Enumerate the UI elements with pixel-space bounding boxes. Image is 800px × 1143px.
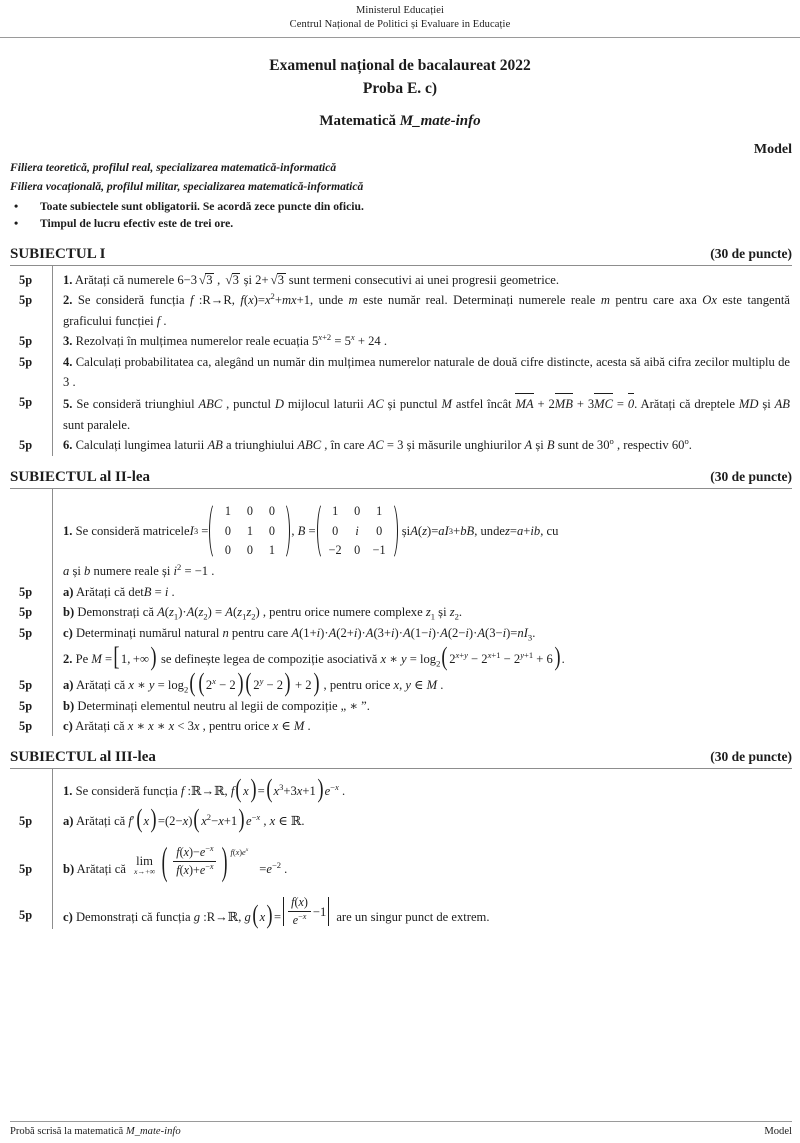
abs-bar-left <box>283 897 284 927</box>
problem-number: c) <box>63 719 73 734</box>
subject-3-header <box>0 749 800 766</box>
problem-row <box>0 640 800 671</box>
ministry-line: Ministerul Educației <box>355 5 445 16</box>
points-cell: 5p <box>19 438 33 453</box>
problem-number: 5. <box>63 397 73 412</box>
points-cell: 5p <box>19 272 33 287</box>
subject-2-points: (30 de puncte) <box>710 468 792 484</box>
instruction-item: • Toate subiectele sunt obligatorii. Se acordă zece puncte din oficiu. <box>0 198 800 215</box>
problem-number: 1. <box>63 523 73 538</box>
problem-body: c) Arătați că x ∗ x ∗ x < 3x , pentru orice x ∈ M . <box>63 719 311 734</box>
problem-body: 1. Arătați că numerele 6−3 √3 , √3 și 2+ √3 sunt termeni consecutivi ai unei progresii geometrice. <box>63 272 560 287</box>
footer-left <box>10 1126 181 1137</box>
instruction-item: • Timpul de lucru efectiv este de trei ore. <box>0 215 800 232</box>
subject-1-header <box>0 246 800 263</box>
model-badge-top: Model <box>753 142 792 158</box>
points-cell: 5p <box>19 862 33 877</box>
subject-1-title: SUBIECTUL I <box>10 245 106 262</box>
masthead-divider <box>0 37 800 38</box>
matrix-identity: 1 0 0 0 1 0 0 0 1 <box>209 501 290 562</box>
problem-row <box>0 696 800 716</box>
masthead <box>0 0 800 32</box>
problem-row <box>0 716 800 736</box>
problem-row <box>0 802 800 833</box>
points-cell: 5p <box>19 719 33 734</box>
points-cell: 5p <box>19 584 33 599</box>
problem-body: 6. Calculați lungimea laturii AB a triunghiului ABC , în care AC = 3 și măsurile unghiurilor A și B sunt de 30$^o$ , respectiv 60$^o$. <box>63 436 692 453</box>
problem-row <box>0 435 800 455</box>
problem-body: b) Determinați elementul neutru al legii de compoziție „ ∗ ”. <box>63 698 370 713</box>
limit-fraction: $\frac{f(x)-e^{-x}}{f(x)+e^{-x}}$ <box>173 844 216 878</box>
points-cell: 5p <box>19 698 33 713</box>
points-cell: 5p <box>19 605 33 620</box>
footer-row <box>0 1122 800 1137</box>
problem-body: c) Demonstrați că funcția g :R→ℝ, g(x)= $\frac{f(x)}{e^{-x}}$ −1 are un singur punct de extrem. <box>63 895 490 929</box>
problem-row <box>0 773 800 804</box>
footer-left-plain: Probă scrisă la matematică <box>10 1126 126 1137</box>
subject-1-table <box>0 265 800 456</box>
problem-number: 4. <box>63 354 73 369</box>
exam-session: Proba E. c) <box>362 79 438 97</box>
footer-right: Model <box>764 1126 792 1137</box>
subject-3-title: SUBIECTUL al III-lea <box>10 749 156 766</box>
problem-number: 6. <box>63 438 73 453</box>
problem-body: 4. Calculați probabilitatea ca, alegând un număr din mulțimea numerelor naturale de două cifre distincte, acesta să aibă cifra zecilor multiplu de 3 . <box>63 354 790 390</box>
vector-mb: MB <box>555 392 573 414</box>
g-fraction: $\frac{f(x)}{e^{-x}}$ <box>288 894 311 928</box>
subject-2-header <box>0 469 800 486</box>
problem-body: a) Arătați că x ∗ $y = \log_2((2^x - 2)(2^y - 2) + 2)$ , pentru orice x, y ∈ M . <box>63 667 444 698</box>
problem-row <box>0 840 800 884</box>
problem-row <box>0 602 800 622</box>
problem-row <box>0 896 800 930</box>
problem-row <box>0 392 800 435</box>
problem-row <box>0 582 800 602</box>
problem-row <box>0 290 800 331</box>
problem-body: b) Demonstrați că $A(z_1)\cdot A(z_2) = A(z_1z_2)$ , pentru orice numere complexe $z_1$ și $z_2$. <box>63 605 463 622</box>
points-cell: 5p <box>19 625 33 640</box>
matrix-b: 1 0 1 0 i 0 −2 0 −1 <box>317 501 398 562</box>
problem-body: c) Determinați numărul natural n pentru care $A(1+i)\cdot A(2+i)\cdot A(3+i)\cdot A(1-i)\cdot A(2-i)\cdot A(3-i)=nI_3$. <box>63 625 536 643</box>
problem-row <box>0 331 800 351</box>
limit-operator: lim x→+∞ <box>133 853 156 876</box>
problem-number: 2. <box>63 293 73 308</box>
vector-mc: MC <box>594 392 613 414</box>
problem-body: 3. Rezolvați în mulțimea numerelor reale ecuația $5^{x+2} = 5^x + 24$ . <box>63 332 387 349</box>
title-block <box>0 55 800 130</box>
problem-lead-text: Se consideră matricele <box>75 523 190 538</box>
problem-number: b) <box>63 862 75 877</box>
center-line: Centrul Național de Politici și Evaluare in Educație <box>289 19 511 31</box>
page-footer <box>0 1121 800 1137</box>
problem-body: 1. Se consideră matricele I 3 = 1 0 0 0 1 0 0 0 1 , B = 1 0 1 0 i 0 −2 0 −1 și A ( z )= aI 3 + bB , unde z = a + ib , cu <box>52 501 800 562</box>
problem-number: 1. <box>63 272 73 287</box>
filiera-line-1: Filiera teoretică, profilul real, specializarea matematică-informatică <box>10 161 337 175</box>
problem-number: a) <box>63 678 74 693</box>
subject-3-rows <box>0 769 800 929</box>
problem-body: a) Arătați că $f'(x)=(2-x)(x^2-x+1)e^{-x}$ , x ∈ ℝ. <box>63 802 305 833</box>
problem-number: b) <box>63 605 75 620</box>
problem-row <box>0 352 800 393</box>
problem-number: 1. <box>63 784 73 799</box>
instructions-list <box>0 198 800 233</box>
problem-number: a) <box>63 584 74 599</box>
subject-1-points: (30 de puncte) <box>710 245 792 261</box>
problem-row <box>0 623 800 643</box>
points-cell: 5p <box>19 334 33 349</box>
points-cell: 5p <box>19 813 33 828</box>
points-cell: 5p <box>19 395 33 410</box>
points-cell: 5p <box>19 907 33 922</box>
subject-2-rows <box>0 489 800 737</box>
subject-1-rows <box>0 266 800 456</box>
problem-body: 1. Se consideră funcția f :ℝ→ℝ, $f(x)=(x^3+3x+1)e^{-x}$ . <box>63 773 346 804</box>
problem-body: 2. Pe M =[1, +∞) se definește legea de compoziție asociativă x ∗ $y = \log_2(2^{x+y} - 2^{x+1} - 2^{y+1} + 6)$. <box>63 640 565 671</box>
points-cell: 5p <box>19 354 33 369</box>
problem-number: a) <box>63 813 74 828</box>
subject-2-table <box>0 488 800 737</box>
problem-body: a) Arătați că detB = i . <box>63 584 175 599</box>
vector-ma: MA <box>515 392 533 414</box>
exam-title: Examenul național de bacalaureat 2022 <box>269 57 531 75</box>
problem-number: c) <box>63 625 73 640</box>
problem-number: 3. <box>63 334 73 349</box>
problem-row <box>0 270 800 291</box>
problem-body: a și b numere reale și $i^2 = -1$ . <box>63 562 215 579</box>
problem-number: c) <box>63 909 73 924</box>
footer-left-code: M_mate-info <box>125 1126 181 1137</box>
subject-3-table <box>0 768 800 929</box>
problem-number: 2. <box>63 651 73 666</box>
problem-body: 2. Se consideră funcția f :R→R, $f(x)=x^2+mx+1$, unde m este număr real. Determinați numerele reale m pentru care axa Ox este tangentă graficului funcției f . <box>63 291 791 328</box>
subject-2-title: SUBIECTUL al II-lea <box>10 468 151 485</box>
subject-3-points: (30 de puncte) <box>710 749 792 765</box>
vector-zero: 0 <box>628 392 634 414</box>
exam-subject <box>0 113 800 130</box>
problem-row <box>0 493 800 562</box>
subject-prefix: Matematică <box>319 113 400 130</box>
abs-bar-right <box>328 897 329 927</box>
filiera-line-2: Filiera vocațională, profilul militar, specializarea matematică-informatică <box>10 180 364 194</box>
problem-row <box>0 667 800 698</box>
problem-number: b) <box>63 698 75 713</box>
subject-code: M_mate-info <box>399 113 481 130</box>
problem-row <box>0 561 800 581</box>
problem-body: 5. Se consideră triunghiul ABC , punctul D mijlocul laturii AC și punctul M astfel încât MA + 2MB + 3MC = 0. Arătați că dreptele MD și AB sunt paralele. <box>52 392 800 435</box>
points-cell: 5p <box>19 293 33 308</box>
points-cell: 5p <box>19 678 33 693</box>
problem-body: b) Arătați că lim x→+∞ ( $\frac{f(x)-e^{-x}}{f(x)+e^{-x}}$ ) $f(x)e^x$ $=e^{-2}$ . <box>63 840 288 884</box>
